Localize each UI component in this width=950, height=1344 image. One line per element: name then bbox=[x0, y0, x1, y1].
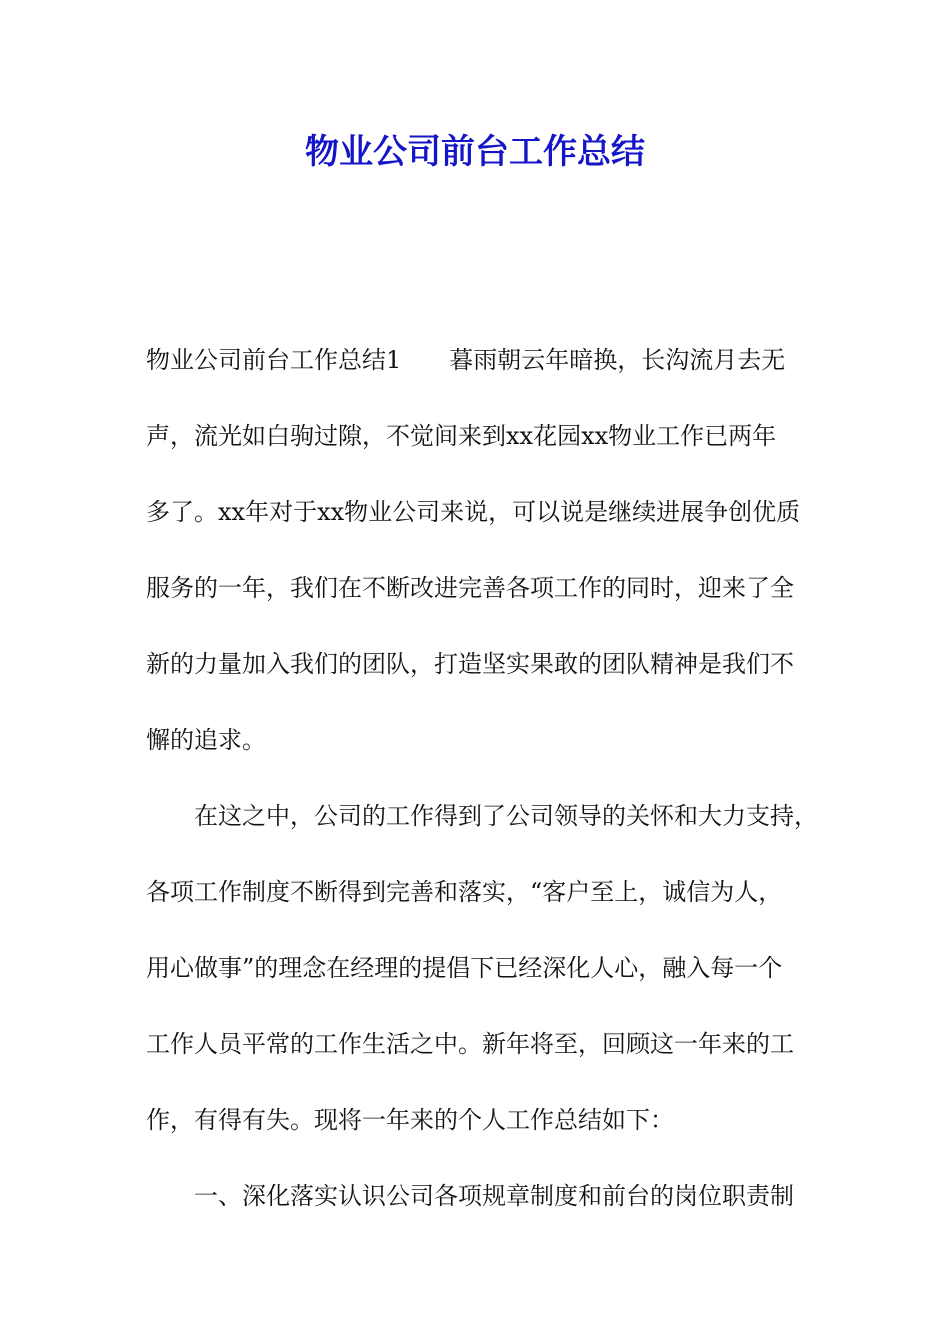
paragraph-line: 工作人员平常的工作生活之中。新年将至，回顾这一年来的工 bbox=[146, 1030, 794, 1058]
paragraph-line: 用心做事”的理念在经理的提倡下已经深化人心，融入每一个 bbox=[146, 954, 783, 982]
paragraph-line: 新的力量加入我们的团队，打造坚实果敢的团队精神是我们不 bbox=[146, 650, 794, 678]
paragraph-line: 作，有得有失。现将一年来的个人工作总结如下： bbox=[146, 1106, 674, 1134]
paragraph-line: 在这之中，公司的工作得到了公司领导的关怀和大力支持， bbox=[194, 802, 818, 830]
paragraph-line: 懈的追求。 bbox=[146, 726, 266, 754]
paragraph-line: 物业公司前台工作总结1 暮雨朝云年暗换，长沟流月去无 bbox=[146, 346, 786, 374]
section-heading-line: 一、深化落实认识公司各项规章制度和前台的岗位职责制 bbox=[194, 1182, 794, 1210]
paragraph-line: 服务的一年，我们在不断改进完善各项工作的同时，迎来了全 bbox=[146, 574, 794, 602]
document-body bbox=[146, 336, 818, 1248]
paragraph-line: 各项工作制度不断得到完善和落实，“客户至上，诚信为人， bbox=[146, 878, 783, 906]
paragraph-line: 多了。xx年对于xx物业公司来说，可以说是继续进展争创优质 bbox=[146, 498, 801, 526]
paragraph-line: 声，流光如白驹过隙，不觉间来到xx花园xx物业工作已两年 bbox=[146, 422, 777, 450]
document-title: 物业公司前台工作总结 bbox=[305, 132, 645, 172]
